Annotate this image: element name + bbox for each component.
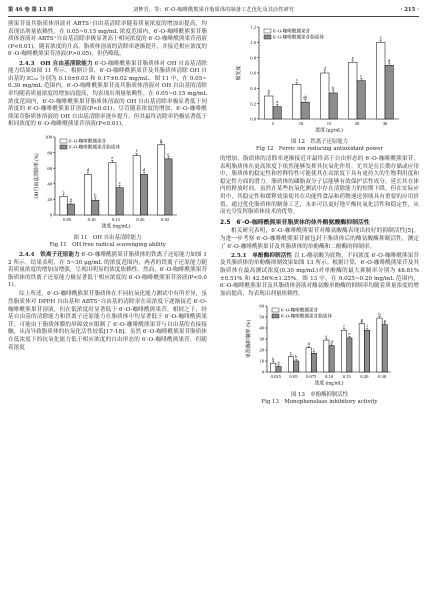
- y-tick-label: 1.2: [249, 24, 256, 30]
- significance-label: c: [62, 188, 65, 194]
- paragraph: [8, 252, 207, 290]
- significance-label: ab: [302, 94, 307, 100]
- running-title: 刘梦晋，等：6′-O-咖啡酰熊果苷脂质体的制备工艺优化及其活性研究: [132, 7, 294, 13]
- bar: [346, 338, 351, 372]
- significance-label: c: [312, 346, 315, 352]
- y-tick-label: 1.0: [249, 40, 256, 46]
- y-tick-label: 0.0: [249, 116, 256, 122]
- bar: [357, 81, 365, 119]
- bar: [364, 330, 369, 372]
- bar: [273, 107, 281, 119]
- bar: [164, 159, 171, 215]
- y-tick-label: 60: [46, 165, 52, 171]
- significance-label: d: [387, 57, 390, 63]
- x-tick-label: 5: [271, 121, 274, 126]
- significance-label: a: [275, 99, 278, 105]
- y-tick-label: 30: [258, 336, 264, 342]
- y-tick-label: 40: [46, 181, 52, 187]
- bar: [323, 340, 328, 372]
- section-heading: 2.5.1 单酚酶抑制活性: [231, 252, 293, 259]
- significance-label: d: [330, 338, 333, 344]
- bar: [293, 361, 298, 372]
- x-axis-label: 浓度 (mg/mL): [314, 381, 343, 387]
- y-axis-label: 单酚酶抑制率 (%): [246, 319, 252, 358]
- bar: [140, 174, 147, 215]
- running-header: [8, 4, 419, 17]
- bar: [329, 93, 337, 119]
- significance-label: b: [331, 85, 334, 91]
- section-heading: 2.4.4 铁离子还原能力: [19, 251, 80, 258]
- x-tick-label: 0.30: [377, 373, 386, 379]
- significance-label: b: [93, 192, 96, 198]
- legend-swatch: [272, 308, 279, 312]
- x-tick-label: 30: [382, 121, 387, 126]
- significance-label: d: [323, 65, 326, 71]
- bar: [108, 163, 115, 215]
- paragraph: 的增加，脂质体的清除率逐渐接近并最终高于自由形态的 6′-O-咖啡酰熊果苷，表明脂质体在更高浓度下依然能够发挥其抗氧化作用。尤其是在长期存储或应用中，脂质体的稳定性和控释特性可能使其在高浓度下具有更持久的生物利用度和稳定性方面的潜力。脂质体的磷脂双分子层能够有效保护活性成分，延长其在体内的释放时间，虽然在某些抗氧化测试中存在清除能力的短期下降，但在实际应用中，其稳定性和缓释效果使其在功能性食品和药物递送领域具有重要的应用价值。通过优化脂质体的制备工艺，未来可以更好地平衡抗氧化活性和稳定性，从而充分发挥脂质体技术的优势。: [220, 156, 419, 216]
- bar: [264, 96, 272, 119]
- y-tick-label: 0.2: [249, 101, 256, 107]
- x-tick-label: 20: [354, 121, 359, 126]
- section-heading: 2.5 6′-O-咖啡酰熊果苷脂质体的体外酪氨酸酶抑制活性: [220, 219, 370, 226]
- y-tick-label: 60: [258, 303, 264, 309]
- significance-label: e: [347, 330, 350, 336]
- bar: [385, 65, 393, 119]
- bar: [320, 73, 328, 119]
- significance-label: f: [379, 34, 382, 40]
- legend-swatch: [272, 314, 279, 318]
- x-axis-label: 浓度 (μg/mL): [314, 128, 343, 134]
- significance-label: c: [359, 73, 362, 79]
- significance-label: g: [159, 137, 162, 143]
- x-tick-label: 0.05: [62, 216, 71, 222]
- bar: [288, 356, 293, 371]
- significance-label: d: [306, 340, 310, 346]
- legend-swatch: [264, 35, 271, 39]
- significance-label: h: [377, 311, 381, 317]
- bar: [270, 363, 275, 372]
- x-tick-label: 0.025: [270, 373, 281, 379]
- bar: [348, 62, 356, 119]
- paragraph: 相关研究表明，6′-O-咖啡酰熊果苷对酪氨酸酶表现出较好的抑制活性[5]。为进一步考察 6′-O-咖啡酰熊果苷被包封于脂质体后的酪氨酸酶抑制活性，测定了 6′-O-咖啡酰熊果苷及其脂质体的单酚酶和二酚酶的抑制率。: [220, 228, 419, 250]
- significance-label: a: [276, 359, 280, 365]
- legend-swatch: [60, 145, 67, 149]
- significance-label: e: [110, 155, 113, 161]
- legend-entry: 6′-O-咖啡酰熊果苷脂质体: [280, 313, 332, 319]
- x-tick-label: 15: [326, 121, 331, 126]
- bar: [341, 330, 346, 372]
- figure-caption-en: Fig 13 Monophenolase inhibitory activity: [261, 398, 378, 405]
- paragraph-text: 以 L-酪氨酸为底物，不同浓度 6′-O-咖啡酰熊果苷及其脂质体的单酚酶抑制效果如图 13 所示。根据计算，6′-O-咖啡酰熊果苷及其脂质体在最高测试浓度(0.30 mg/mL)对单酚酶的最大抑制率分别为 48.81%±0.51% 和 42.56%±1.25%。图 13 中，在 0.025~0.20 mg/mL 范围内，6′-O-咖啡酰熊果苷及其脂质体溶液对酪氨酸单酚酶的抑制率均随着质量浓度的增加而提高，均表现出剂量依赖性。: [220, 252, 420, 297]
- legend-entry: 6′-O-咖啡酰熊果苷脂质体: [272, 34, 324, 40]
- figure-caption-en: Fig 11 OH free radical scavenging ability: [49, 241, 166, 248]
- legend-entry: 6′-O-咖啡酰熊果苷: [272, 28, 310, 34]
- figure-caption-en: Fig 12 Ferric ion reducing antioxidant power: [255, 146, 384, 152]
- y-tick-label: 0.4: [249, 86, 256, 92]
- y-tick-label: 50: [258, 314, 264, 320]
- x-tick-label: 10: [298, 121, 303, 126]
- y-tick-label: 100: [44, 134, 52, 140]
- bar-chart-11: [33, 131, 183, 235]
- significance-label: d: [86, 166, 89, 172]
- paragraph-text: 6′-O-咖啡酰熊果苷脂质体的铁离子还原能力如图 12 所示。结果表明，在 5~30 μg/mL 的浓度范围内，两者的铁离子还原能力随着质量浓度的增加而增强，呈现出明显的浓度依赖性。然而，6′-O-咖啡酰熊果苷脂质体的铁离子还原能力极显著低于相应浓度的 6′-O-咖啡酰熊果苷溶液(P<0.01)。: [8, 251, 207, 289]
- significance-label: c: [289, 349, 292, 355]
- figure-13: [245, 300, 395, 392]
- significance-label: e: [166, 151, 169, 157]
- bar: [376, 42, 384, 119]
- x-tick-label: 0.15: [111, 216, 120, 222]
- figure-12: [235, 21, 405, 139]
- paragraph: [8, 61, 207, 129]
- bar-chart-13: [245, 300, 395, 392]
- bar: [116, 188, 123, 215]
- legend-swatch: [264, 29, 271, 33]
- x-tick-label: 0.20: [359, 373, 368, 379]
- significance-label: b: [267, 88, 270, 94]
- bar: [59, 196, 66, 215]
- y-axis-label: OH自由基清除率 (%): [34, 153, 40, 199]
- legend-entry: 6′-O-咖啡酰熊果苷: [280, 307, 318, 313]
- significance-label: f: [135, 148, 138, 154]
- bar: [292, 85, 300, 120]
- significance-label: f: [365, 323, 368, 329]
- y-tick-label: 20: [46, 197, 52, 203]
- significance-label: b: [271, 356, 274, 362]
- bar: [91, 200, 98, 215]
- legend-entry: 6′-O-咖啡酰熊果苷: [68, 138, 106, 144]
- x-tick-label: 0.10: [324, 373, 333, 379]
- significance-label: g: [360, 316, 363, 322]
- y-tick-label: 0.6: [249, 70, 256, 76]
- x-tick-label: 0.20: [135, 216, 144, 222]
- y-tick-label: 40: [258, 325, 264, 331]
- x-tick-label: 0.15: [342, 373, 351, 379]
- significance-label: a: [69, 196, 72, 202]
- y-tick-label: 0.8: [249, 55, 256, 61]
- bar: [67, 204, 74, 215]
- x-tick-label: 0.30: [160, 216, 169, 222]
- y-tick-label: 80: [46, 150, 52, 156]
- figure-11: [33, 131, 183, 235]
- bar: [84, 174, 91, 215]
- y-tick-label: 0: [49, 212, 52, 218]
- page-number: · 215 ·: [400, 7, 419, 13]
- paragraph: 熊果苷及其脂质体溶液对 ABTS⁺自由基清除率随着质量浓度的增加而提高，均表现出剂量依赖性。在 0.05~0.15 mg/mL 浓度范围内，6′-O-咖啡酰熊果苷脂质体溶液对 ABTS⁺自由基清除率极显著高于相同浓度的 6′-O-咖啡酰熊果苷溶液(P<0.01)。随着浓度的升高，脂质体溶液的清除率逐渐提升，并接近相应浓度的 6′-O-咖啡酰熊果苷溶液(P>0.05)，但仍略低。: [8, 21, 207, 58]
- issue-label: 第 46 卷 第 13 期: [8, 7, 54, 13]
- bar: [329, 345, 334, 371]
- significance-label: g: [383, 317, 386, 323]
- y-tick-label: 20: [258, 347, 264, 353]
- significance-label: f: [342, 323, 345, 329]
- bar: [133, 156, 140, 215]
- section-heading: 2.4.3 OH 自由基清除能力: [19, 60, 93, 67]
- paragraph-text: 6′-O-咖啡酰熊果苷脂质体对 OH 自由基清除能力结果如图 11 所示。根据计算，6′-O-咖啡酰熊果苷及其脂质体清除 OH 自由基的 IC₅₀ 分别为 0.10±0.03 和 0.17±0.02 mg/mL。图 11 中，在 0.05~0.30 mg/mL 范围内，6′-O-咖啡酰熊果苷及其脂质体溶液对 OH 自由基的清除率均随着质量浓度的增加而提高，均表现出剂量依赖性。在 0.05~0.15 mg/mL 浓度范围内，6′-O-咖啡酰熊果苷脂质体溶液的 OH 自由基清除率极显著低于同浓度的 6′-O-咖啡酰熊果苷溶液(P<0.01)。尽管随着浓度的增加，6′-O-咖啡酰熊果苷脂质体溶液的 OH 自由基清除率逐步提升，但其最终清除率仍极显著低于相同浓度的 6′-O-咖啡酰熊果苷溶液(P<0.01)。: [8, 60, 208, 128]
- significance-label: e: [351, 54, 354, 60]
- significance-label: d: [142, 166, 145, 172]
- bar: [359, 323, 364, 371]
- x-tick-label: 0.075: [305, 373, 316, 379]
- x-tick-label: 0.10: [87, 216, 96, 222]
- legend-swatch: [60, 139, 67, 143]
- left-column: [8, 21, 207, 597]
- y-tick-label: 0: [261, 369, 264, 375]
- y-tick-label: 10: [258, 358, 264, 364]
- paragraph: [220, 253, 419, 299]
- bar: [301, 102, 309, 119]
- figure-caption: 图 13 单酚酶抑制活性: [290, 391, 349, 398]
- significance-label: c: [295, 77, 298, 82]
- legend-entry: 6′-O-咖啡酰熊果苷脂质体: [68, 144, 120, 150]
- bar: [157, 145, 164, 215]
- x-axis-label: 浓度 (mg/mL): [101, 224, 130, 230]
- bar: [275, 366, 280, 372]
- significance-label: e: [324, 333, 327, 339]
- figure-caption: 图 11 OH 自由基清除能力: [73, 234, 142, 241]
- bar: [376, 318, 381, 372]
- bar: [311, 353, 316, 372]
- right-column: [220, 21, 419, 597]
- bar: [305, 348, 310, 372]
- paragraph: 综上所述，6′-O-咖啡酰熊果苷脂质体在不同抗氧化能力测试中有所差异，虽然脂质体对 DPPH 自由基和 ABTS⁺自由基的清除率在高浓度下逐渐接近 6′-O-咖啡酰熊果苷溶液，但在低浓度时显著低于 6′-O-咖啡酰熊果苷，相较之下，经基自由基的清除能力和铁离子还原能力在脂质体中均显著低于 6′-O-咖啡酰熊果苷，可能由于脂质体膜的屏障效应限制了 6′-O-咖啡酰熊果苷与自由基的直接接触，从而导致脂质体的抗氧化活性较低[17-18]。虽然 6′-O-咖啡酰熊果苷脂质体在低浓度下的抗氧化能力低于相应浓度的自由形态的 6′-O-咖啡酰熊果苷，但随着浓度: [8, 291, 207, 351]
- y-axis-label: 吸光度: [236, 65, 242, 81]
- significance-label: c: [118, 180, 121, 186]
- figure-caption: 图 12 铁离子还原能力: [290, 139, 349, 145]
- bar: [382, 325, 387, 372]
- x-tick-label: 0.05: [289, 373, 298, 379]
- significance-label: b: [294, 354, 297, 360]
- bar-chart-12: [235, 21, 405, 139]
